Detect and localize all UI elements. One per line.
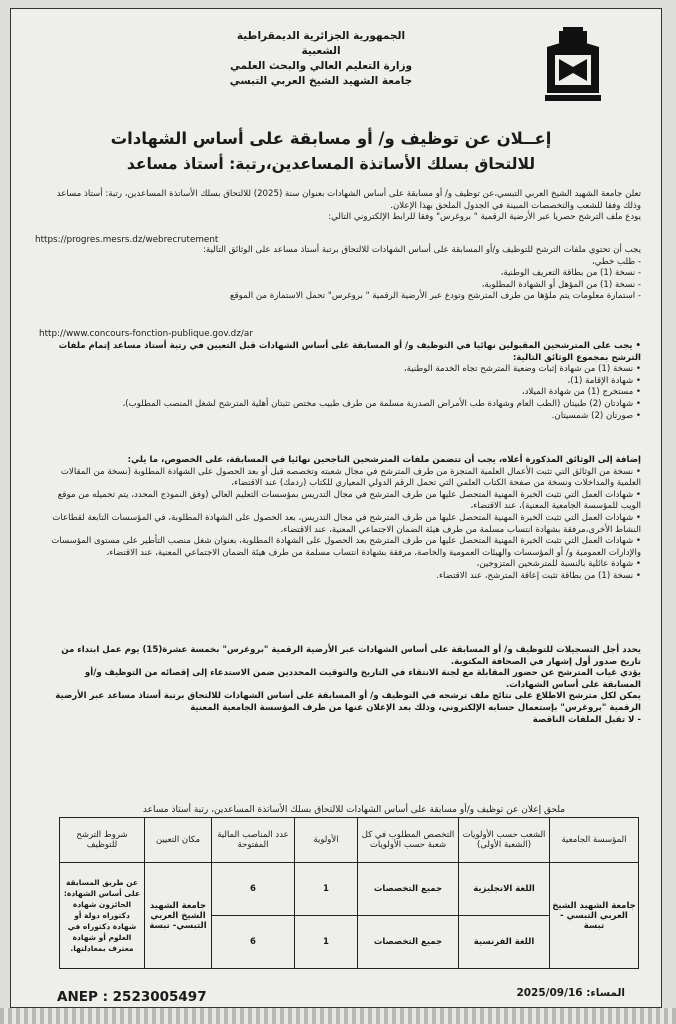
- closing-section: [45, 645, 641, 726]
- deadline-text: يحدد أجل التسجيلات للتوظيف و/ أو المسابقة على أساس الشهادات عبر الأرضية الرقمية "بروغرس" بخمسة عشرة(15) يوم عمل ابتداء من تاريخ صدور أول إشهار في الصحافة المكتوبة.: [61, 645, 641, 667]
- required-docs: [181, 245, 641, 303]
- doc-item: - استمارة معلومات يتم ملؤها من طرف المترشح وتودع عبر الأرضية الرقمية " بروغرس" تحمل الاستمارة من الموقع: [230, 291, 641, 302]
- column-header: عدد المناصب المالية المفتوحة: [212, 818, 295, 863]
- absence-text: يؤدي غياب المترشح عن حضور المقابلة مع لجنة الانتقاء في التاريخ والتوقيت المحددين ضمن الاستدعاء إلى إقصائه من التوظيف و/أو المسابقة على أساس الشهادات.: [84, 668, 641, 690]
- additional-doc-item: • شهادات العمل التي تثبت الخبرة المهنية المتحصل عليها من طرف المترشح في مجال التدريس بمؤسسات التعليم العالي (وفق النموذج المحدد، يتم تحميله من موقع الويب للمؤسسة الجامعية المعنية)، عند الاقتضاء،: [57, 489, 641, 512]
- column-header: التخصص المطلوب في كل شعبة حسب الأولويات: [358, 818, 459, 863]
- torn-paper-edge: [0, 1008, 676, 1024]
- specialty-cell: جميع التخصصات: [358, 916, 459, 969]
- intro-paragraph: [45, 189, 641, 224]
- final-doc-item: • صورتان (2) شمسيتان.: [551, 410, 641, 421]
- additional-doc-item: • شهادات العمل التي تثبت الخبرة المهنية المتحصل عليها من طرف المترشح بعد الحصول على الشهادة المطلوبة، بعنوان شغل منصب التأطير على مستوى المؤسسات والإدارات العمومية و/ أو المؤسسات والهيئات العمومية والخاصة، مرفقة بشهادة انتساب مسلمة من طرف هيئة الضمان الاجتماعي المعنية، عند الاقتضاء،: [51, 536, 641, 558]
- priority-cell: 1: [295, 863, 358, 916]
- final-docs-heading: • يجب على المترشحين المقبولين نهائيا في التوظيف و/ أو المسابقة على أساس الشهادات قبل التعيين في رتبة أستاذ مساعد إتمام ملفات الترشح بمجموع الوثائق التالية:: [58, 341, 641, 363]
- additional-doc-item: • شهادة عائلية بالنسبة للمترشحين المتزوجين،: [476, 559, 641, 570]
- column-header: شروط الترشح للتوظيف: [60, 818, 145, 863]
- positions-cell: 6: [212, 916, 295, 969]
- column-header: مكان التعيين: [145, 818, 212, 863]
- submission-text: يودع ملف الترشح حصريا عبر الأرضية الرقمية " بروغرس" وفقا للرابط الإلكتروني التالي:: [328, 212, 641, 223]
- university-logo-icon: [541, 25, 605, 105]
- placement-cell: جامعة الشهيد الشيخ العربي التبسي- تبسة: [145, 863, 212, 969]
- table-row: [60, 863, 639, 916]
- column-header: المؤسسة الجامعية: [550, 818, 639, 863]
- official-header: [221, 29, 421, 89]
- branch-cell: اللغة الانجليزية: [459, 863, 550, 916]
- additional-docs-heading: إضافة إلى الوثائق المذكورة أعلاه، يجب أن تتضمن ملفات المترشحين الناجحين نهائيا في المسابقة، على الخصوص، ما يلي:: [127, 455, 641, 465]
- doc-item: - نسخة (1) من المؤهل أو الشهادة المطلوبة،: [481, 279, 641, 290]
- final-doc-item: • شهادة الإقامة (1)،: [567, 375, 641, 386]
- final-doc-item: • مستخرج (1) من شهادة الميلاد،: [521, 387, 641, 398]
- incomplete-files-text: - لا تقبل الملفات الناقصة: [532, 714, 641, 725]
- table-header-row: [60, 818, 639, 863]
- intro-text: تعلن جامعة الشهيد الشيخ العربي التبسي،عن توظيف و/ أو مسابقة على أساس الشهادات بعنوان سنة (2025) للالتحاق بسلك الأساتذة المساعدين، رتبة: أستاذ مساعد وذلك وفقا للشعب والتخصصات المبينة في الجدول الملحق بهذا الإعلان.: [56, 189, 641, 211]
- tracking-text: يمكن لكل مترشح الاطلاع على نتائج ملف ترشحه في التوظيف و/ أو المسابقة على أساس الشهادات للالتحاق برتبة أستاذ مساعد عبر الأرضية الرقمية "بروغرس" بإستعمال حسابه الإلكتروني، وذلك بعد الإعلان عنها من طرف المؤسسة الجامعية المعنية: [55, 691, 641, 713]
- ministry-name: وزارة التعليم العالي والبحث العلمي: [229, 60, 413, 72]
- specialty-cell: جميع التخصصات: [358, 863, 459, 916]
- announcement-title: إعــلان عن توظيف و/ أو مسابقة على أساس الشهادات: [110, 129, 552, 148]
- anep-reference: ANEP : 2523005497: [57, 989, 207, 1005]
- doc-item: - طلب خطي،: [592, 256, 641, 267]
- additional-docs-section: [45, 455, 641, 583]
- doc-item: - نسخة (1) من بطاقة التعريف الوطنية،: [500, 268, 641, 279]
- positions-table: [59, 817, 639, 969]
- institution-cell: جامعة الشهيد الشيخ العربي التبسي - تبسة: [550, 863, 639, 969]
- annex-title: ملحق إعلان عن توظيف و/أو مسابقة على أساس الشهادات للالتحاق بسلك الأساتذة المساعدين، رتبة أستاذ مساعد: [142, 805, 566, 815]
- column-header: الشعب حسب الأولويات (الشعبة الأولى): [459, 818, 550, 863]
- additional-doc-item: • نسخة (1) من بطاقة تثبت إعاقة المترشح، عند الاقتضاء.: [436, 570, 641, 581]
- column-header: الأولوية: [295, 818, 358, 863]
- priority-cell: 1: [295, 916, 358, 969]
- publication-date: المساء: 2025/09/16: [516, 987, 625, 999]
- branch-cell: اللغة الفرنسية: [459, 916, 550, 969]
- positions-cell: 6: [212, 863, 295, 916]
- additional-doc-item: • شهادات العمل التي تثبت الخبرة المهنية المتحصل عليها من طرف المترشح في مجال التدريس، بعد الحصول على الشهادة المطلوبة، في المؤسسات التابعة لقطاعات النشاط الأخرى،مرفقة بشهادة انتساب مسلمة من طرف هيئة الضمان الاجتماعي المعنية، عند الاقتضاء،: [52, 512, 641, 535]
- announcement-subtitle: للالتحاق بسلك الأساتذة المساعدين،رتبة: أستاذ مساعد: [126, 155, 536, 173]
- concours-link[interactable]: http://www.concours-fonction-publique.gov.dz/ar: [39, 329, 253, 339]
- additional-doc-item: • نسخة من الوثائق التي تثبت الأعمال العلمية المنجزة من طرف المترشح في مجال شعبته وتخصصه قبل أو بعد الحصول على الشهادة المطلوبة (نسخة من المقالات العلمية والمداخلات ونسخة من صفحة الكتاب العلمي التي تحمل الرقم الدولي المعياري للكتاب (ردمك) عند الاقتضاء،: [60, 466, 641, 489]
- announcement-page: [10, 8, 662, 1008]
- final-doc-item: • نسخة (1) من شهادة إثبات وضعية المترشح تجاه الخدمة الوطنية،: [403, 364, 641, 375]
- progres-link[interactable]: https://progres.mesrs.dz/webrecrutement: [35, 235, 219, 245]
- conditions-cell: عن طريق المسابقة على أساس الشهادة: الحائزون شهادة دكتوراه دولة أو شهادة دكتوراه في العلوم أو شهادة معترف بمعادلتها.: [60, 863, 145, 969]
- final-doc-item: • شهادتان (2) طبيتان (الطب العام وشهادة طب الأمراض الصدرية مسلمة من طرف طبيب مختص تثبتان أهلية المترشح لشغل المنصب المطلوب)،: [122, 398, 641, 409]
- university-name: جامعة الشهيد الشيخ العربي التبسي: [229, 75, 413, 87]
- final-docs-section: [45, 341, 641, 422]
- republic-name: الجمهورية الجزائرية الديمقراطية الشعبية: [236, 30, 406, 57]
- docs-heading: يجب أن تحتوي ملفات الترشح للتوظيف و/أو المسابقة على أساس الشهادات للالتحاق برتبة أستاذ مساعد على الوثائق التالية:: [203, 245, 641, 255]
